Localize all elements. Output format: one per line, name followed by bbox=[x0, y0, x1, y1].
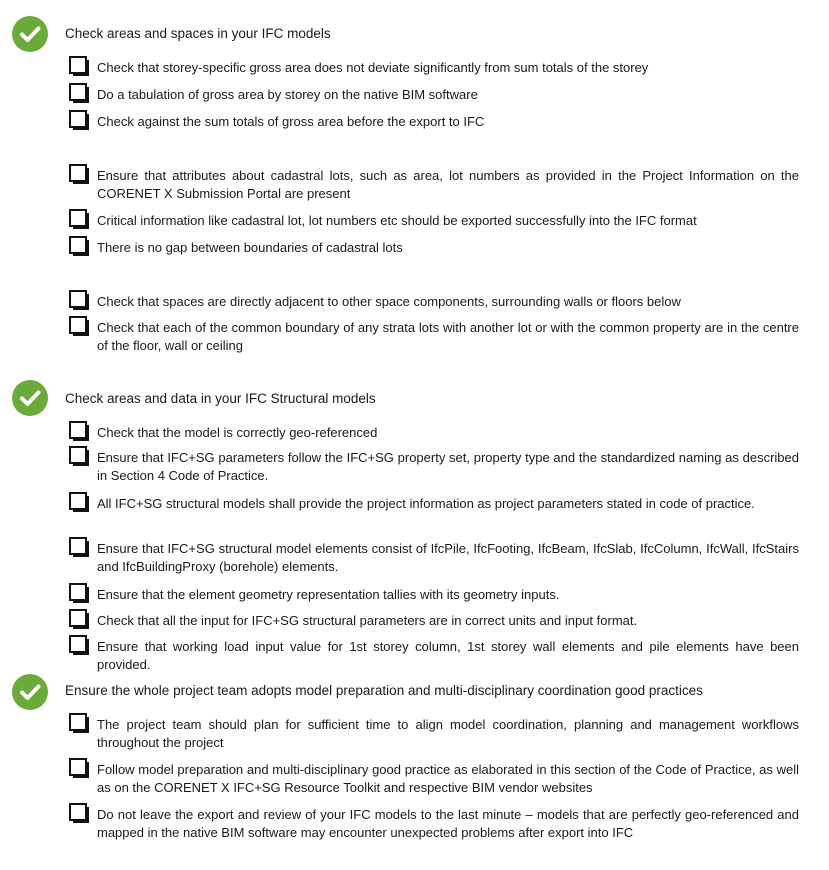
checkbox[interactable] bbox=[69, 209, 87, 227]
checklist-item-text: Check that all the input for IFC+SG structural parameters are in correct units and input format. bbox=[97, 613, 638, 628]
checkbox[interactable] bbox=[69, 713, 87, 731]
check-circle-icon bbox=[12, 380, 48, 416]
checkbox[interactable] bbox=[69, 537, 87, 555]
checkbox[interactable] bbox=[69, 421, 87, 439]
checkbox[interactable] bbox=[69, 164, 87, 182]
checkbox[interactable] bbox=[69, 609, 87, 627]
checklist-item-text: There is no gap between boundaries of cadastral lots bbox=[97, 240, 403, 255]
checklist-item-text: Ensure that IFC+SG structural model elements consist of IfcPile, IfcFooting, IfcBeam, IfcSlab, IfcColumn, IfcWall, IfcStairs and IfcBuildingProxy (borehole) elements. bbox=[97, 541, 799, 574]
checklist-item-text: All IFC+SG structural models shall provide the project information as project parameters stated in code of practice. bbox=[97, 496, 755, 511]
check-circle-icon bbox=[12, 674, 48, 710]
checklist-item-text: Do a tabulation of gross area by storey on the native BIM software bbox=[97, 87, 478, 102]
checkbox[interactable] bbox=[69, 492, 87, 510]
checkbox[interactable] bbox=[69, 56, 87, 74]
checklist-item-text: The project team should plan for sufficient time to align model coordination, planning and management workflows throughout the project bbox=[97, 717, 799, 750]
checkbox[interactable] bbox=[69, 110, 87, 128]
checklist-item-text: Do not leave the export and review of your IFC models to the last minute – models that are perfectly geo-referenced and mapped in the native BIM software may encounter unexpected problems after export into IFC bbox=[97, 807, 799, 840]
checkbox[interactable] bbox=[69, 446, 87, 464]
checkbox[interactable] bbox=[69, 290, 87, 308]
section-title: Ensure the whole project team adopts model preparation and multi-disciplinary coordination good practices bbox=[65, 683, 703, 698]
checklist-item-text: Ensure that attributes about cadastral lots, such as area, lot numbers as provided in the Project Information on the CORENET X Submission Portal are present bbox=[97, 168, 799, 201]
section-title: Check areas and spaces in your IFC models bbox=[65, 26, 331, 41]
checkbox[interactable] bbox=[69, 316, 87, 334]
checklist-item-text: Check against the sum totals of gross area before the export to IFC bbox=[97, 114, 485, 129]
checklist-item-text: Check that spaces are directly adjacent to other space components, surrounding walls or floors below bbox=[97, 294, 681, 309]
checkbox[interactable] bbox=[69, 83, 87, 101]
checklist-item-text: Follow model preparation and multi-disciplinary good practice as elaborated in this section of the Code of Practice, as well as on the CORENET X IFC+SG Resource Toolkit and respective BIM vendor websites bbox=[97, 762, 799, 795]
checkbox[interactable] bbox=[69, 635, 87, 653]
checkbox[interactable] bbox=[69, 583, 87, 601]
checklist-item-text: Check that the model is correctly geo-referenced bbox=[97, 425, 378, 440]
checkbox[interactable] bbox=[69, 236, 87, 254]
checklist-item-text: Ensure that working load input value for 1st storey column, 1st storey wall elements and pile elements have been provided. bbox=[97, 639, 799, 672]
checklist-item-text: Critical information like cadastral lot, lot numbers etc should be exported successfully into the IFC format bbox=[97, 213, 697, 228]
checklist-item-text: Check that each of the common boundary of any strata lots with another lot or with the common property are in the centre of the floor, wall or ceiling bbox=[97, 320, 799, 353]
checkbox[interactable] bbox=[69, 803, 87, 821]
checkbox[interactable] bbox=[69, 758, 87, 776]
section-title: Check areas and data in your IFC Structural models bbox=[65, 391, 376, 406]
check-circle-icon bbox=[12, 16, 48, 52]
checklist-item-text: Check that storey-specific gross area does not deviate significantly from sum totals of the storey bbox=[97, 60, 649, 75]
checklist-item-text: Ensure that the element geometry representation tallies with its geometry inputs. bbox=[97, 587, 560, 602]
checklist-item-text: Ensure that IFC+SG parameters follow the IFC+SG property set, property type and the standardized naming as described in Section 4 Code of Practice. bbox=[97, 450, 799, 483]
